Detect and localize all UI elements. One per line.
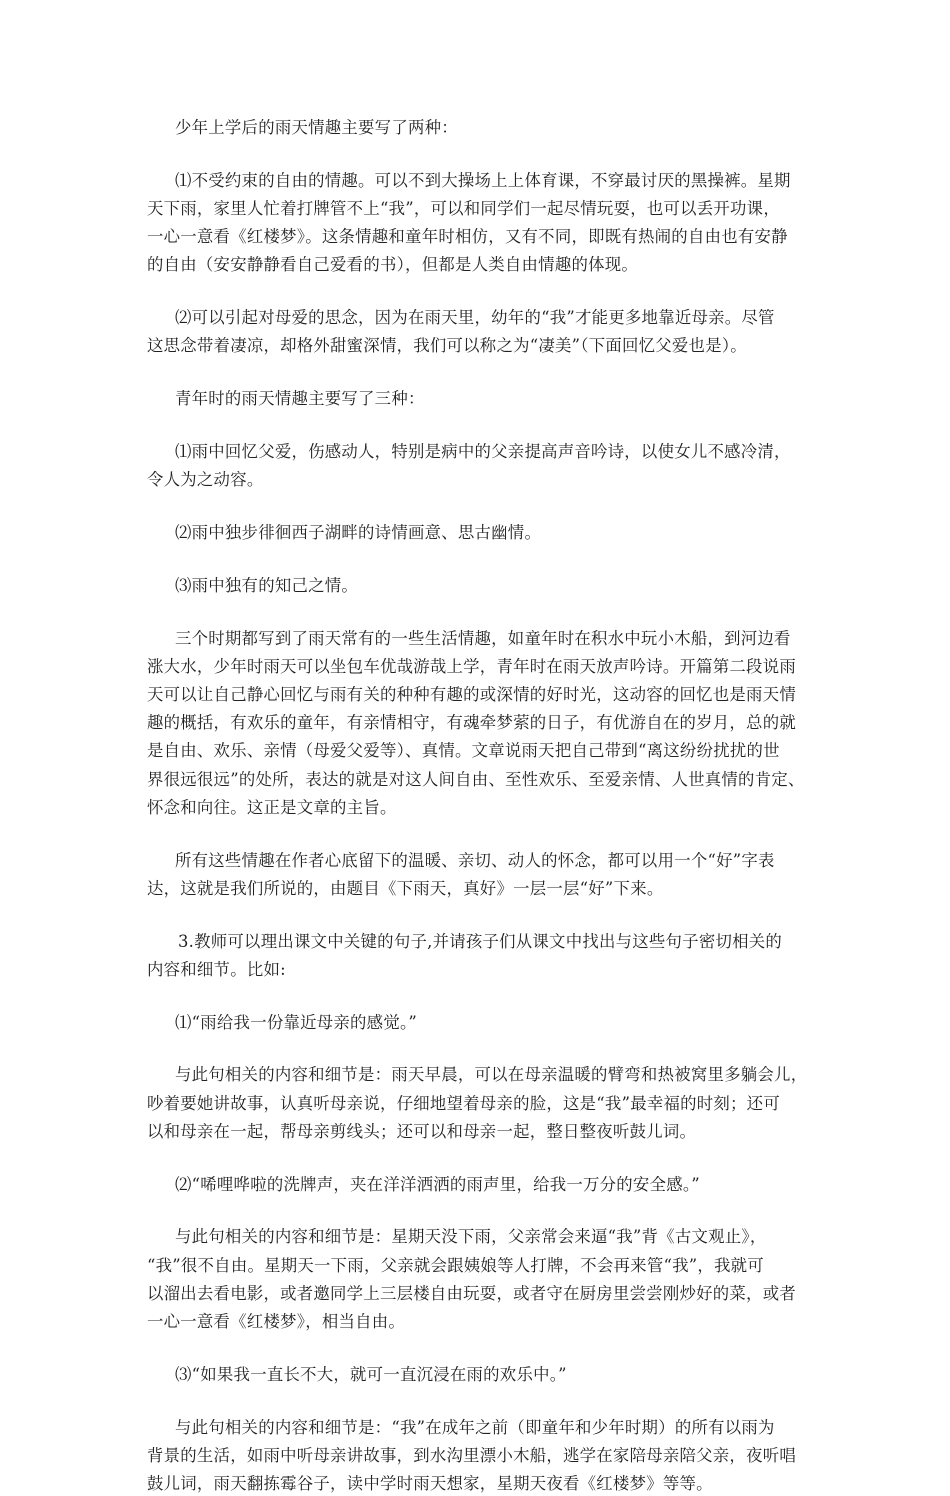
text-line: ⑵雨中独步徘徊西子湖畔的诗情画意、思古幽情。 [175,523,542,542]
text-line: 以和母亲在一起，帮母亲剪线头；还可以和母亲一起，整日整夜听鼓儿词。 [147,1122,697,1141]
text-line: 内容和细节。比如: [147,960,286,979]
text-line: 一心一意看《红楼梦》，相当自由。 [147,1312,406,1331]
text-line: 吵着要她讲故事，认真听母亲说，仔细地望着母亲的脸，这是“我”最幸福的时刻；还可 [147,1094,780,1113]
text-line: 背景的生活，如雨中听母亲讲故事，到水沟里漂小木船，逃学在家陪母亲陪父亲，夜听唱 [147,1446,796,1465]
text-line: 怀念和向往。这正是文章的主旨。 [147,798,397,817]
text-line: ⑴“雨给我一份靠近母亲的感觉。” [175,1013,418,1032]
text-line: 涨大水，少年时雨天可以坐包车优哉游哉上学，青年时在雨天放声吟诗。开篇第二段说雨 [147,657,796,676]
text-line: ⑴雨中回忆父爱，伤感动人，特别是病中的父亲提高声音吟诗，以使女儿不感冷清， [175,442,791,461]
text-line: 青年时的雨天情趣主要写了三种： [175,389,425,408]
text-line: 的自由（安安静静看自己爱看的书），但都是人类自由情趣的体现。 [147,255,639,274]
text-line: 达，这就是我们所说的，由题目《下雨天，真好》一层一层“好”下来。 [147,879,664,898]
text-line: 界很远很远”的处所，表达的就是对这人间自由、至性欢乐、至爱亲情、人世真情的肯定、 [147,770,805,789]
text-line: 天下雨，家里人忙着打牌管不上“我”，可以和同学们一起尽情玩耍，也可以丢开功课， [147,199,780,218]
text-line: 与此句相关的内容和细节是：雨天早晨，可以在母亲温暖的臂弯和热被窝里多躺会儿， [175,1065,808,1084]
text-line: 少年上学后的雨天情趣主要写了两种： [175,118,458,137]
text-line: ⑶雨中独有的知己之情。 [175,576,359,595]
text-line: 与此句相关的内容和细节是：“我”在成年之前（即童年和少年时期）的所有以雨为 [175,1418,775,1437]
text-line: 三个时期都写到了雨天常有的一些生活情趣，如童年时在积水中玩小木船，到河边看 [175,629,791,648]
text-line: 趣的概括，有欢乐的童年，有亲情相守，有魂牵梦萦的日子，有优游自在的岁月，总的就 [147,713,796,732]
text-line: 所有这些情趣在作者心底留下的温暖、亲切、动人的怀念，都可以用一个“好”字表 [175,851,775,870]
text-line: 3.教师可以理出课文中关键的句子,并请孩子们从课文中找出与这些句子密切相关的 [178,932,783,951]
text-line: 以溜出去看电影，或者邀同学上三层楼自由玩耍，或者守在厨房里尝尝刚炒好的菜，或者 [147,1284,796,1303]
text-line: 鼓儿词，雨天翻拣霉谷子，读中学时雨天想家，星期天夜看《红楼梦》等等。 [147,1474,713,1493]
text-line: 令人为之动容。 [147,470,264,489]
text-line: 天可以让自己静心回忆与雨有关的种种有趣的或深情的好时光，这动容的回忆也是雨天情 [147,685,796,704]
text-line: ⑵“唏哩哗啦的洗牌声，夹在洋洋洒洒的雨声里，给我一万分的安全感。” [175,1175,700,1194]
text-line: 是自由、欢乐、亲情（母爱父爱等）、真情。文章说雨天把自己带到“离这纷纷扰扰的世 [147,741,780,760]
text-line: 与此句相关的内容和细节是：星期天没下雨，父亲常会来逼“我”背《古文观止》， [175,1227,767,1246]
text-line: 这思念带着凄凉，却格外甜蜜深情，我们可以称之为“凄美”（下面回忆父爱也是）。 [147,336,747,355]
text-line: 一心一意看《红楼梦》。这条情趣和童年时相仿，又有不同，即既有热闹的自由也有安静 [147,227,788,246]
text-line: “我”很不自由。星期天一下雨，父亲就会跟姨娘等人打牌，不会再来管“我”，我就可 [147,1256,764,1275]
text-line: ⑴不受约束的自由的情趣。可以不到大操场上上体育课，不穿最讨厌的黑操裤。星期 [175,171,791,190]
text-line: ⑶“如果我一直长不大，就可一直沉浸在雨的欢乐中。” [175,1365,567,1384]
text-line: ⑵可以引起对母爱的思念，因为在雨天里，幼年的“我”才能更多地靠近母亲。尽管 [175,308,775,327]
